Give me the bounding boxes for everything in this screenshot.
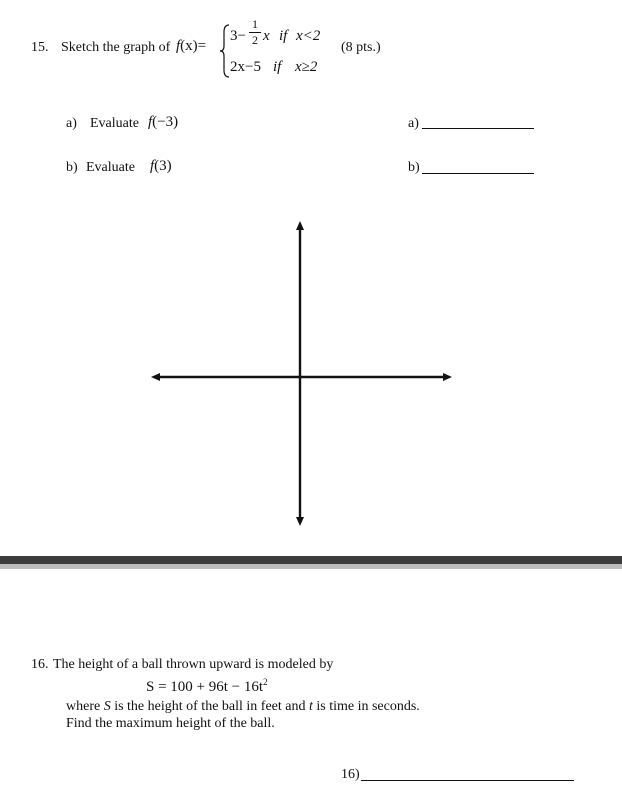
- q15-points: (8 pts.): [341, 40, 381, 55]
- q15-case2-expression: 2x−5: [230, 59, 261, 75]
- q16-answer-blank[interactable]: [361, 780, 574, 781]
- q15-case1-whole: 3−: [230, 28, 246, 44]
- y-axis-up-arrow: [296, 221, 304, 230]
- q16-prompt: The height of a ball thrown upward is modeled by: [53, 657, 334, 672]
- q15-case2-if: if: [273, 59, 282, 75]
- x-axis-right-arrow: [443, 373, 452, 381]
- q15b-answer-blank[interactable]: [422, 173, 534, 174]
- q15a-verb: Evaluate: [90, 116, 139, 131]
- section-separator: [0, 556, 622, 569]
- q15b-expression: f(3): [150, 158, 172, 174]
- q15-number: 15.: [31, 40, 49, 55]
- q15b-answer-label: b): [408, 160, 420, 175]
- q15-case2-condition: x≥2: [295, 59, 318, 75]
- q16-answer-label: 16): [341, 767, 360, 782]
- q15-case1-variable: x: [263, 28, 270, 44]
- coordinate-axes[interactable]: [150, 220, 455, 528]
- q15b-label: b): [66, 160, 78, 175]
- q15-case1-condition: x<2: [296, 28, 321, 44]
- q15-case1-if: if: [279, 28, 288, 44]
- q15-prompt: Sketch the graph of: [61, 40, 171, 55]
- q16-instruction: Find the maximum height of the ball.: [66, 716, 275, 731]
- q15a-answer-label: a): [408, 116, 419, 131]
- q15a-expression: f(−3): [148, 114, 179, 130]
- q15a-label: a): [66, 116, 77, 131]
- q15a-answer-blank[interactable]: [422, 128, 534, 129]
- x-axis-left-arrow: [151, 373, 160, 381]
- q15-function-name: f(x)=: [176, 38, 207, 54]
- y-axis-down-arrow: [296, 517, 304, 526]
- q15b-verb: Evaluate: [86, 160, 135, 175]
- q16-description: where S is the height of the ball in feet and t is time in seconds.: [66, 699, 420, 714]
- q15-case1-denominator: 2: [252, 33, 258, 47]
- q16-number: 16.: [31, 657, 49, 672]
- q16-equation: $S = 100 + 96t - 16t^2$: [146, 677, 268, 695]
- q15-case1-numerator: 1: [252, 17, 258, 31]
